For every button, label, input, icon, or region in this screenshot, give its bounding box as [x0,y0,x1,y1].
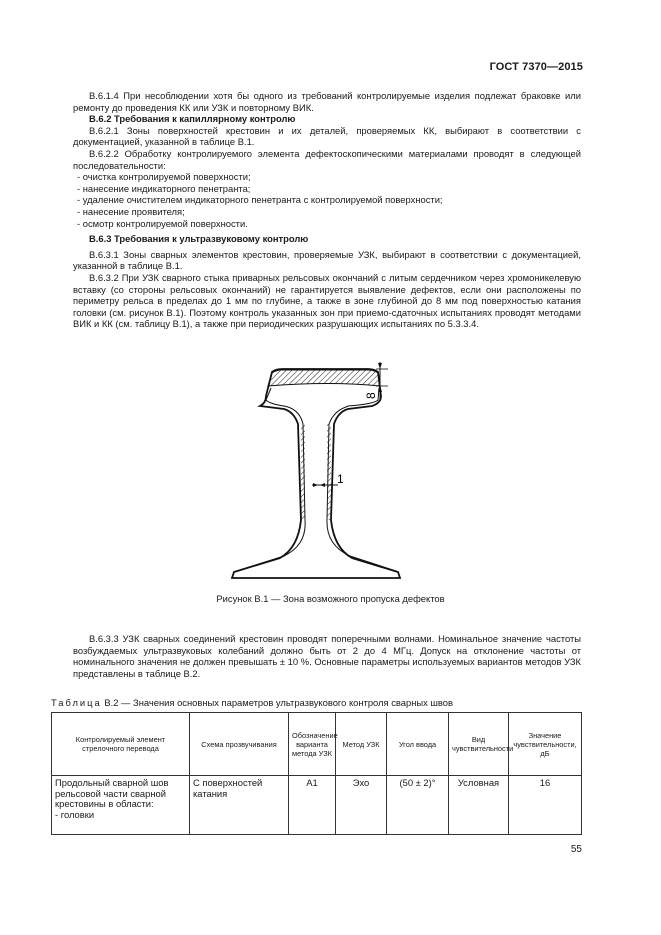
table-cell: Эхо [336,776,387,835]
header-cell: Вид чувствительности [449,713,509,776]
header-cell: Угол ввода [387,713,449,776]
header-cell: Метод УЗК [336,713,387,776]
table-row [52,776,582,835]
list-item: - осмотр контролируемой поверхности. [77,217,248,229]
page-number: 55 [570,844,582,855]
dim-web-label: 1 [337,472,344,486]
list-item: - нанесение индикаторного пенетранта; [77,182,251,194]
header-cell: Значение чувствительности, дБ [509,713,582,776]
bottom-text-section [73,633,581,679]
document-standard-header: ГОСТ 7370—2015 [489,61,583,73]
paragraph-b633: В.6.3.3 УЗК сварных соединений крестовин проводят поперечными волнами. Номинальное значение частоты возбуждаемых ультразвуковых колебаний должно быть от 2 до 4 МГц. Допуск на отклонение частоты от номинального значения не должен превышать ± 10 %. Основные параметры используемых вариантов методов УЗК представлены в таблице В.2. [73,633,581,679]
parameters-table [51,712,582,835]
heading-b63: В.6.3 Требования к ультразвуковому контролю [89,233,309,245]
table-cell: Продольный сварной шов рельсовой части сварной крестовины в области: - головки [52,776,190,835]
list-item: - очистка контролируемой поверхности; [77,171,251,183]
head-defect-zone [268,370,380,386]
rail-outline [232,369,400,578]
table-title-word: Таблица [51,697,102,708]
paragraph-b631: В.6.3.1 Зоны сварных элементов крестовин, проверяемые УЗК, выбирают в соответствии с документацией, указанной в таблице В.1. [73,248,581,272]
table-cell: Условная [449,776,509,835]
table-title-rest: В.2 — Значения основных параметров ультразвукового контроля сварных швов [101,697,453,708]
perimeter-zone-line [237,388,396,571]
paragraph-b614: В.6.1.4 При несоблюдении хотя бы одного из требований контролируемые изделия подлежат браковке или ремонту до проведения КК или УЗК и повторному ВИК. [73,90,581,113]
header-cell: Схема прозвучивания [190,713,289,776]
list-item: - удаление очистителем индикаторного пенетранта с контролируемой поверхности; [77,194,443,206]
table-title [51,697,453,708]
table-cell: С поверхностей катания [190,776,289,835]
dim-head-label: 8 [364,392,378,399]
header-cell: Обозначение варианта метода УЗК [289,713,336,776]
table-cell: 16 [509,776,582,835]
paragraph-b632: В.6.3.2 При УЗК сварного стыка приварных рельсовых окончаний с литым сердечником через хромоникелевую вставку (со стороны рельсовых окончаний) не гарантируется выявление дефектов, если они расположены по периметру рельса в пределах до 1 мм по глубине, а также в зоне глубиной до 8 мм под поверхностью катания головки (см. рисунок В.1). Поэтому контроль указанных зон при приемо-сдаточных испытаниях проводят методами ВИК и КК (см. таблицу В.1), а также при периодических разрушающих испытаниях по 5.3.3.4. [73,271,581,330]
list-item: - нанесение проявителя; [77,205,185,217]
table-cell: А1 [289,776,336,835]
paragraph-b622: В.6.2.2 Обработку контролируемого элемента дефектоскопическими материалами проводят в следующей последовательности: [73,147,581,171]
table-header-row [52,713,582,776]
header-cell: Контролируемый элемент стрелочного перевода [52,713,190,776]
table-cell: (50 ± 2)° [387,776,449,835]
heading-b62: В.6.2 Требования к капиллярному контролю [89,113,296,125]
figure-caption: Рисунок В.1 — Зона возможного пропуска дефектов [216,593,445,604]
paragraph-b621: В.6.2.1 Зоны поверхностей крестовин и их деталей, проверяемых КК, выбирают в соответствии с документацией, указанной в таблице В.1. [73,124,581,148]
